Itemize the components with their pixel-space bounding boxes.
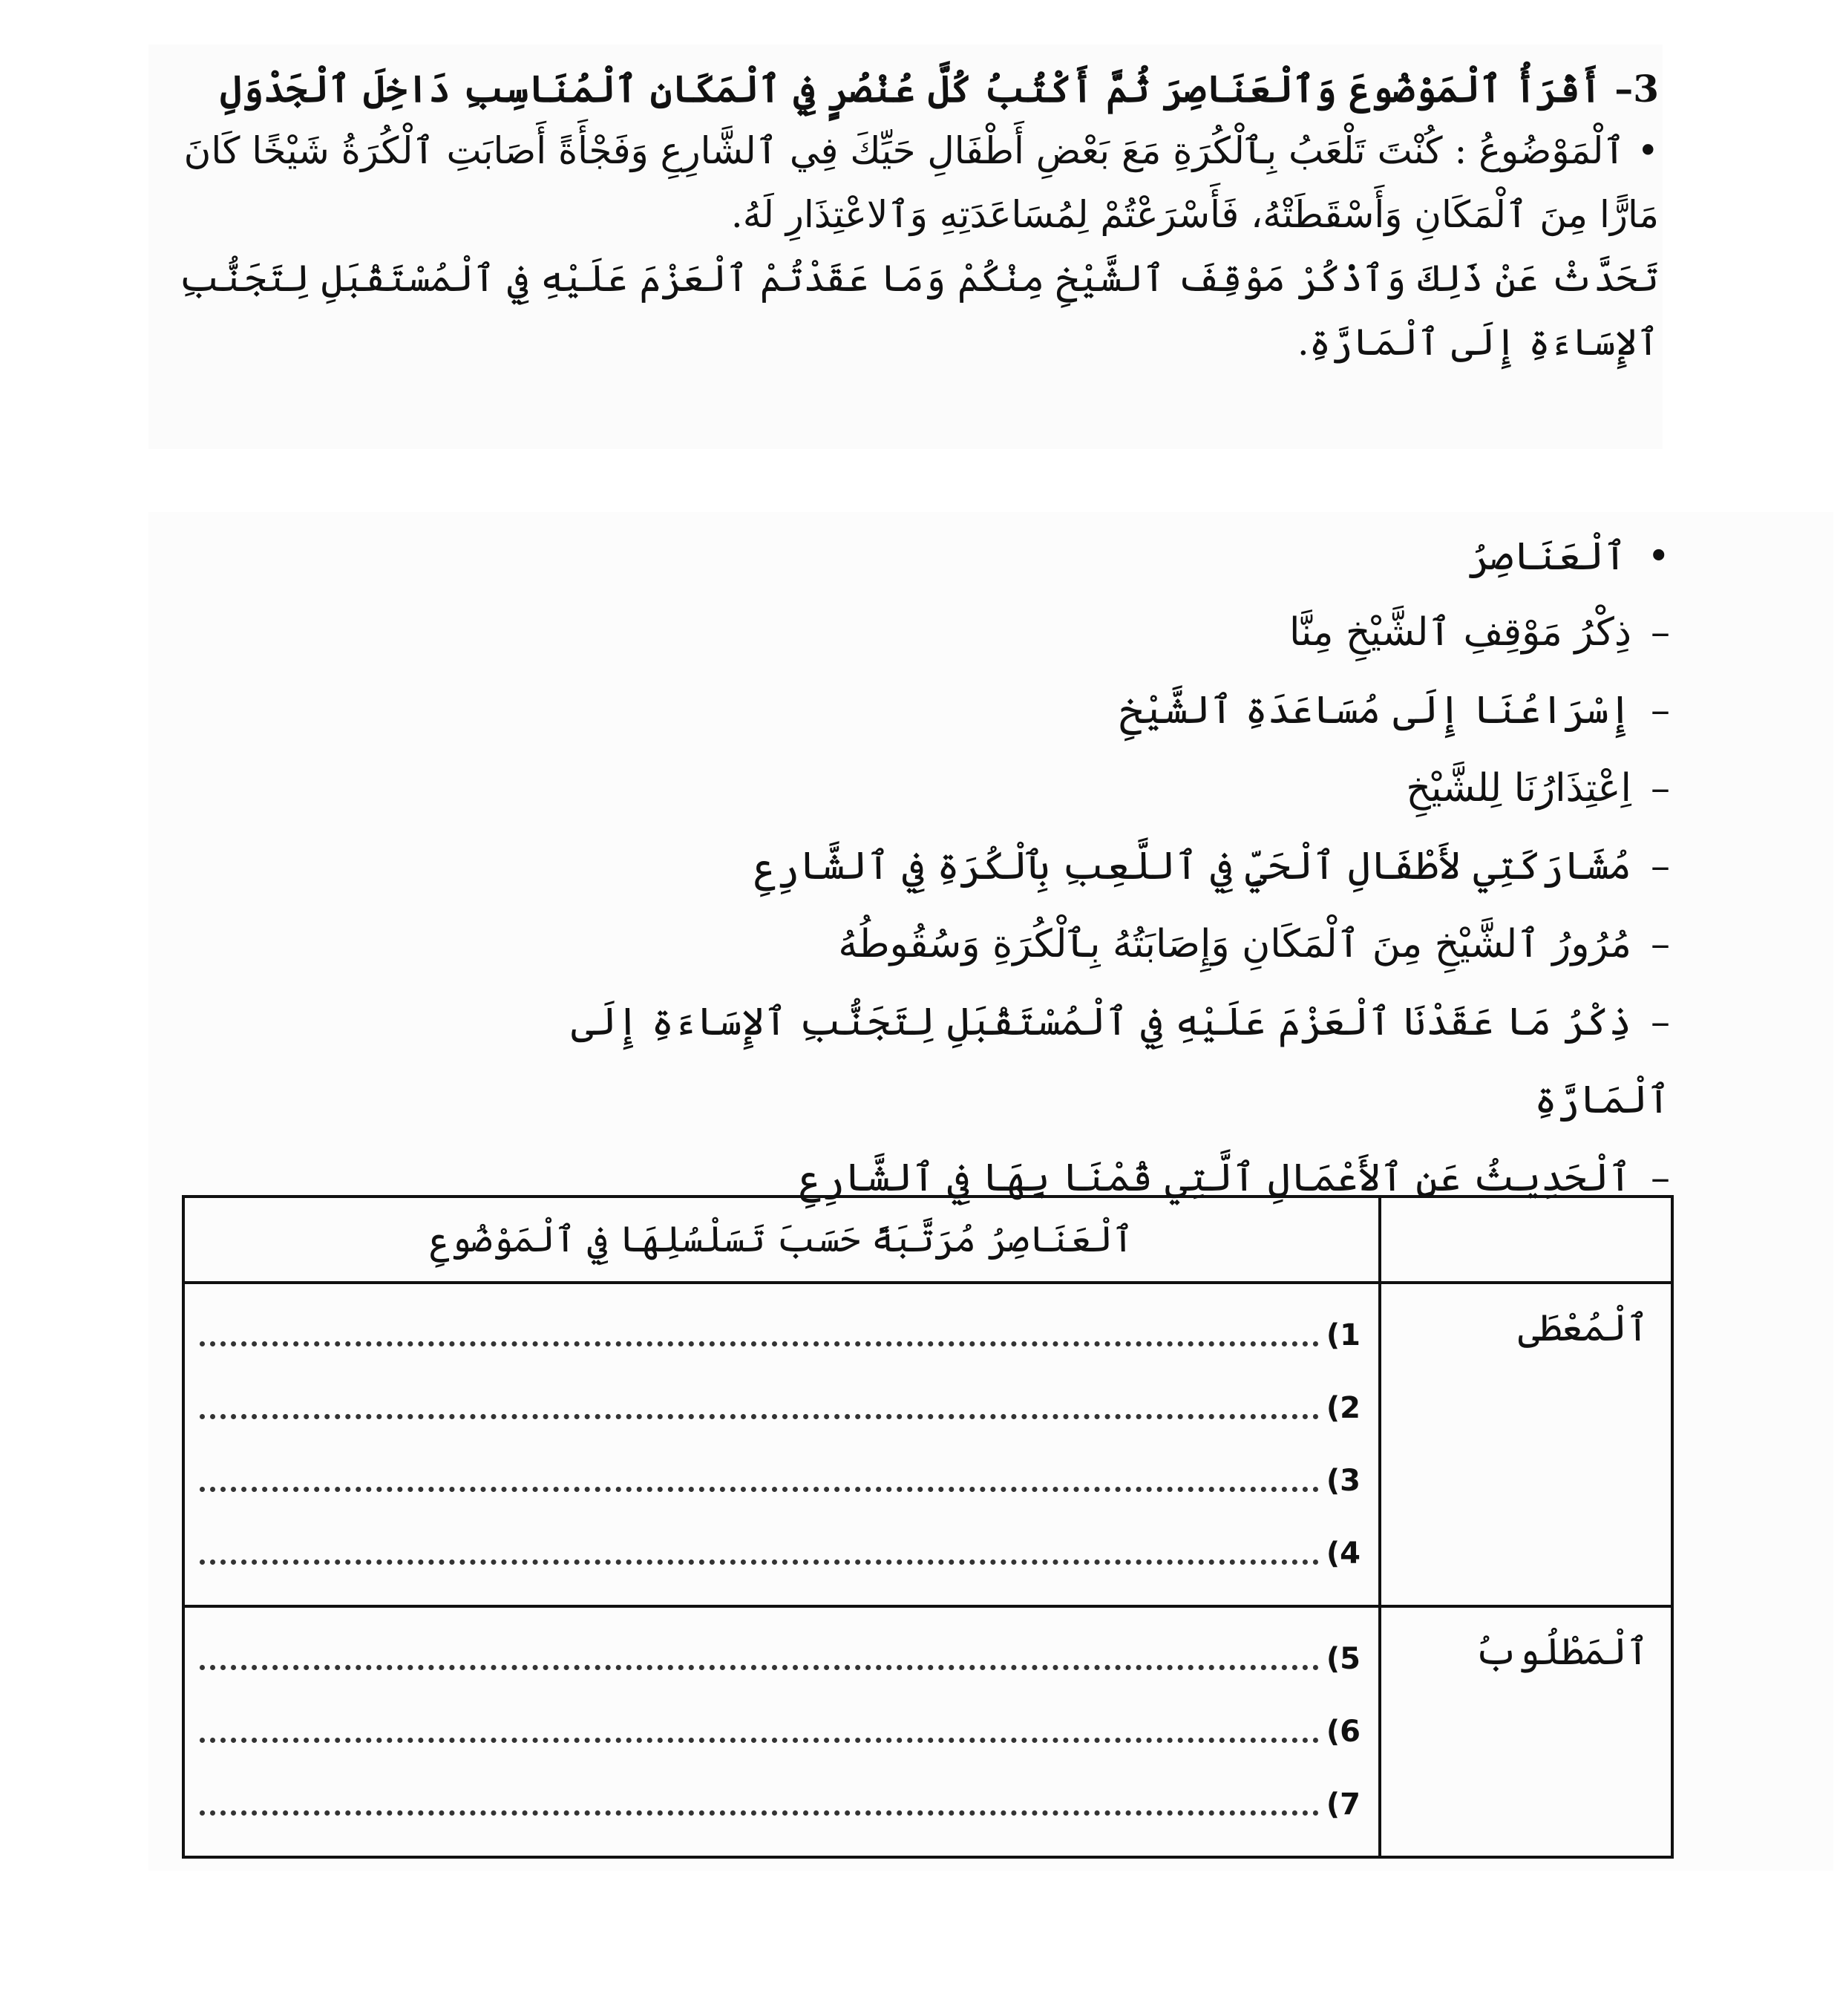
element-text: ٱلْحَدِيثُ عَنِ ٱلأَعْمَالِ ٱلَّتِي قُمْنَا بِهَا فِي ٱلشَّارِعِ: [799, 1156, 1631, 1200]
topic-text: • ٱلْمَوْضُوعُ : كُنْتَ تَلْعَبُ بِٱلْكُرَةِ مَعَ بَعْضِ أَطْفَالِ حَيِّكَ فِي ٱلشَّارِعِ وَفَجْأَةً أَصَابَتِ ٱلْكُرَةُ شَيْخًا كَانَ مَارًّا مِنَ ٱلْمَكَانِ وَأَسْقَطَتْهُ، فَأَسْرَعْتُمْ لِمُسَاعَدَتِهِ وَٱلاعْتِذَارِ لَهُ.: [183, 129, 1659, 236]
table-row-given: [183, 1283, 1672, 1606]
dotted-blank: [200, 1738, 1319, 1743]
dash-icon: –: [1651, 610, 1670, 655]
answer-line-5[interactable]: [200, 1623, 1361, 1695]
dash-icon: –: [1651, 844, 1670, 888]
dash-icon: –: [1651, 766, 1670, 811]
dotted-blank: [200, 1341, 1319, 1346]
line-number: 5): [1326, 1642, 1361, 1676]
list-item: [445, 828, 1670, 906]
element-text: مُشَارَكَتِي لأَطْفَالِ ٱلْحَيِّ فِي ٱللَّعِبِ بِٱلْكُرَةِ فِي ٱلشَّارِعِ: [753, 844, 1631, 888]
element-text: ذِكْرُ مَا عَقَدْنَا ٱلْعَزْمَ عَلَيْهِ فِي ٱلْمُسْتَقْبَلِ لِتَجَنُّبِ ٱلإِسَاءَةِ إِلَى ٱلْمَارَّةِ: [571, 1000, 1670, 1122]
line-number: 7): [1326, 1787, 1361, 1822]
dash-icon: –: [1651, 1156, 1670, 1200]
line-number: 4): [1326, 1536, 1361, 1571]
list-item: [445, 750, 1670, 828]
element-text: مُرُورُ ٱلشَّيْخِ مِنَ ٱلْمَكَانِ وَإِصَابَتُهُ بِٱلْكُرَةِ وَسُقُوطُهُ: [838, 922, 1631, 966]
given-lines: [183, 1283, 1380, 1606]
elements-heading-text: ٱلْعَنَاصِرُ: [1468, 534, 1627, 579]
answer-line-3[interactable]: [200, 1444, 1361, 1517]
answer-line-4[interactable]: [200, 1517, 1361, 1590]
table-row-required: [183, 1606, 1672, 1857]
table-header: ٱلْعَنَاصِرُ مُرَتَّبَةً حَسَبَ تَسَلْسُلِهَا فِي ٱلْمَوْضُوعِ: [183, 1197, 1380, 1283]
dash-icon: –: [1651, 1000, 1670, 1044]
required-label: ٱلْمَطْلُوبُ: [1380, 1606, 1672, 1857]
dotted-blank: [200, 1414, 1319, 1419]
line-number: 1): [1326, 1318, 1361, 1352]
answer-line-2[interactable]: [200, 1372, 1361, 1444]
header-empty-cell: [1380, 1197, 1672, 1283]
list-item: [445, 984, 1670, 1139]
line-number: 3): [1326, 1464, 1361, 1498]
task-text: تَحَدَّثْ عَنْ ذَلِكَ وَٱذْكُرْ مَوْقِفَ ٱلشَّيْخِ مِنْكُمْ وَمَا عَقَدْتُمْ ٱلْعَزْمَ عَلَيْهِ فِي ٱلْمُسْتَقْبَلِ لِتَجَنُّبِ ٱلإِسَاءَةِ إِلَى ٱلْمَارَّةِ.: [179, 257, 1659, 364]
list-item: [445, 672, 1670, 750]
dotted-blank: [200, 1665, 1319, 1670]
element-text: إِسْرَاعُنَا إِلَى مُسَاعَدَةِ ٱلشَّيْخِ: [1119, 688, 1631, 733]
elements-heading: [445, 520, 1670, 594]
required-lines: [183, 1606, 1380, 1857]
answer-line-7[interactable]: [200, 1768, 1361, 1841]
dotted-blank: [200, 1487, 1319, 1492]
table-header-row: [183, 1197, 1672, 1283]
exercise-block: [160, 59, 1659, 374]
elements-list-block: [445, 520, 1670, 1217]
dotted-blank: [200, 1560, 1319, 1565]
dotted-blank: [200, 1810, 1319, 1816]
line-number: 6): [1326, 1715, 1361, 1749]
element-text: ذِكْرُ مَوْقِفِ ٱلشَّيْخِ مِنَّا: [1289, 610, 1631, 655]
answer-table: [182, 1195, 1674, 1859]
list-item: [445, 594, 1670, 672]
given-label: ٱلْمُعْطَى: [1380, 1283, 1672, 1606]
dash-icon: –: [1651, 922, 1670, 966]
element-text: اِعْتِذَارُنَا لِلشَّيْخِ: [1406, 766, 1631, 811]
answer-line-6[interactable]: [200, 1695, 1361, 1768]
line-number: 2): [1326, 1391, 1361, 1425]
list-item: [445, 906, 1670, 984]
elements-list: [445, 594, 1670, 1217]
bullet-icon: •: [1647, 534, 1670, 579]
dash-icon: –: [1651, 688, 1670, 733]
exercise-title: 3– أَقْرَأُ ٱلْمَوْضُوعَ وَٱلْعَنَاصِرَ ثُمَّ أَكْتُبُ كُلَّ عُنْصُرٍ فِي ٱلْمَكَانِ ٱلْمُنَاسِبِ دَاخِلَ ٱلْجَدْوَلِ: [220, 67, 1659, 111]
answer-line-1[interactable]: [200, 1299, 1361, 1372]
